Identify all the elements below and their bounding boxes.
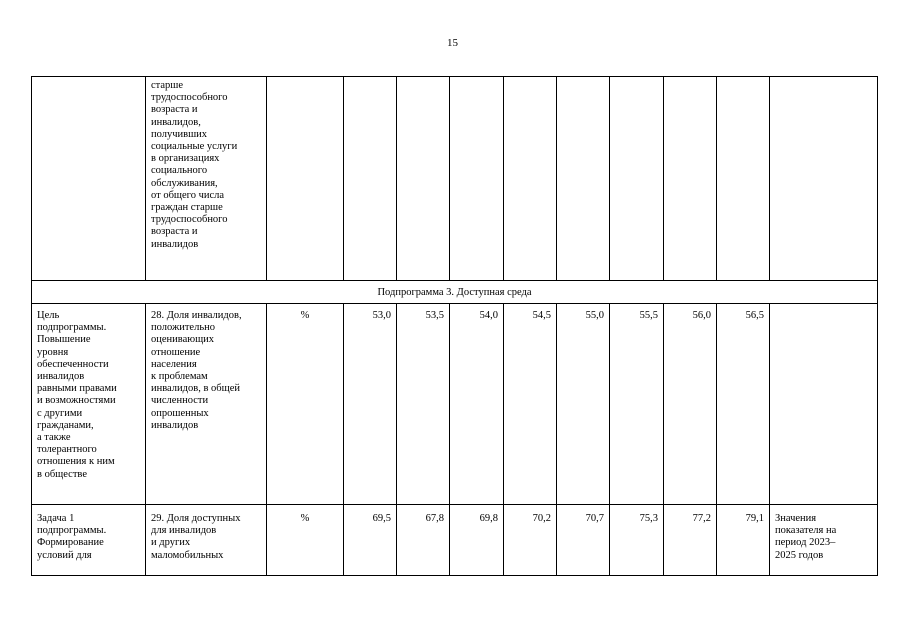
table-row-continuation — [32, 77, 878, 281]
cell-text-line: подпрограммы. — [37, 322, 107, 334]
cell-text-line: уровня — [37, 346, 69, 358]
cell-text-line: численности — [151, 395, 209, 407]
cell-text-line: Значения — [775, 513, 817, 524]
value-cell — [344, 77, 397, 281]
cell-text-line: трудоспособного — [151, 214, 228, 226]
page-number: 15 — [447, 37, 458, 49]
goal-cell — [32, 304, 146, 505]
value-cell: 79,1 — [717, 505, 770, 576]
value-cell — [450, 77, 504, 281]
cell-text-line: обслуживания, — [151, 177, 218, 189]
value-cell: 69,5 — [344, 505, 397, 576]
cell-text-line: гражданами, — [37, 419, 94, 431]
value-cell: 53,5 — [397, 304, 450, 505]
cell-text-line: Повышение — [37, 334, 91, 346]
cell-text-line: инвалидов — [37, 371, 85, 383]
goal-cell — [32, 505, 146, 576]
cell-text-line: возраста и — [151, 104, 198, 116]
cell-text-line: 2025 годов — [775, 549, 824, 561]
section-title: Подпрограмма 3. Доступная среда — [32, 281, 878, 304]
cell-text-line: и возможностями — [37, 395, 116, 407]
cell-text-line: инвалидов — [151, 238, 199, 250]
unit-cell: % — [267, 505, 344, 576]
value-cell — [664, 77, 717, 281]
note-cell — [770, 505, 878, 576]
value-cell — [717, 77, 770, 281]
cell-text-line: трудоспособного — [151, 92, 228, 104]
cell-text-line: и других — [151, 537, 191, 549]
value-cell: 75,3 — [610, 505, 664, 576]
value-cell: 56,0 — [664, 304, 717, 505]
cell-text-line: граждан старше — [151, 202, 223, 214]
cell-text-line: населения — [151, 358, 197, 370]
cell-text-line: инвалидов — [151, 419, 199, 431]
goal-cell — [32, 77, 146, 281]
cell-text-line: подпрограммы. — [37, 525, 107, 537]
cell-text-line: в организациях — [151, 153, 220, 165]
cell-text-line: оценивающих — [151, 334, 215, 346]
note-cell — [770, 77, 878, 281]
value-cell: 55,5 — [610, 304, 664, 505]
cell-text-line: толерантного — [37, 444, 97, 456]
value-cell: 69,8 — [450, 505, 504, 576]
cell-text-line: с другими — [37, 407, 83, 419]
cell-text-line: 28. Доля инвалидов, — [151, 310, 242, 321]
value-cell: 70,7 — [557, 505, 610, 576]
cell-text-line: к проблемам — [151, 371, 208, 383]
section-row — [32, 281, 878, 304]
table-row-28 — [32, 304, 878, 505]
cell-text-line: старше — [151, 80, 184, 91]
cell-text-line: маломобильных — [151, 549, 224, 561]
value-cell: 55,0 — [557, 304, 610, 505]
cell-text-line: в обществе — [37, 468, 87, 480]
cell-text-line: возраста и — [151, 226, 198, 238]
cell-text-line: социальные услуги — [151, 141, 238, 153]
value-cell: 70,2 — [504, 505, 557, 576]
indicators-table — [31, 76, 878, 576]
value-cell: 56,5 — [717, 304, 770, 505]
value-cell: 53,0 — [344, 304, 397, 505]
cell-text-line: положительно — [151, 322, 215, 334]
value-cell — [397, 77, 450, 281]
cell-text-line: для инвалидов — [151, 525, 217, 537]
cell-text-line: равными правами — [37, 383, 117, 395]
indicator-cell — [146, 77, 267, 281]
cell-text-line: 29. Доля доступных — [151, 513, 241, 524]
value-cell: 54,0 — [450, 304, 504, 505]
cell-text-line: получивших — [151, 128, 208, 140]
cell-text-line: обеспеченности — [37, 358, 109, 370]
note-cell — [770, 304, 878, 505]
cell-text-line: Цель — [37, 310, 60, 321]
cell-text-line: от общего числа — [151, 189, 225, 201]
cell-text-line: социального — [151, 165, 208, 177]
value-cell — [504, 77, 557, 281]
indicator-cell — [146, 505, 267, 576]
cell-text-line: показателя на — [775, 525, 837, 537]
value-cell — [610, 77, 664, 281]
cell-text-line: инвалидов, — [151, 116, 201, 128]
cell-text-line: отношения к ним — [37, 456, 115, 468]
unit-cell: % — [267, 304, 344, 505]
value-cell: 54,5 — [504, 304, 557, 505]
cell-text-line: опрошенных — [151, 407, 209, 419]
cell-text-line: инвалидов, в общей — [151, 383, 241, 395]
value-cell: 67,8 — [397, 505, 450, 576]
cell-text-line: а также — [37, 432, 71, 444]
cell-text-line: период 2023– — [775, 537, 836, 549]
cell-text-line: Задача 1 — [37, 513, 75, 524]
value-cell — [557, 77, 610, 281]
cell-text-line: отношение — [151, 346, 201, 358]
indicator-cell — [146, 304, 267, 505]
cell-text-line: условий для — [37, 549, 92, 561]
cell-text-line: Формирование — [37, 537, 104, 549]
value-cell: 77,2 — [664, 505, 717, 576]
unit-cell — [267, 77, 344, 281]
table-row-29 — [32, 505, 878, 576]
